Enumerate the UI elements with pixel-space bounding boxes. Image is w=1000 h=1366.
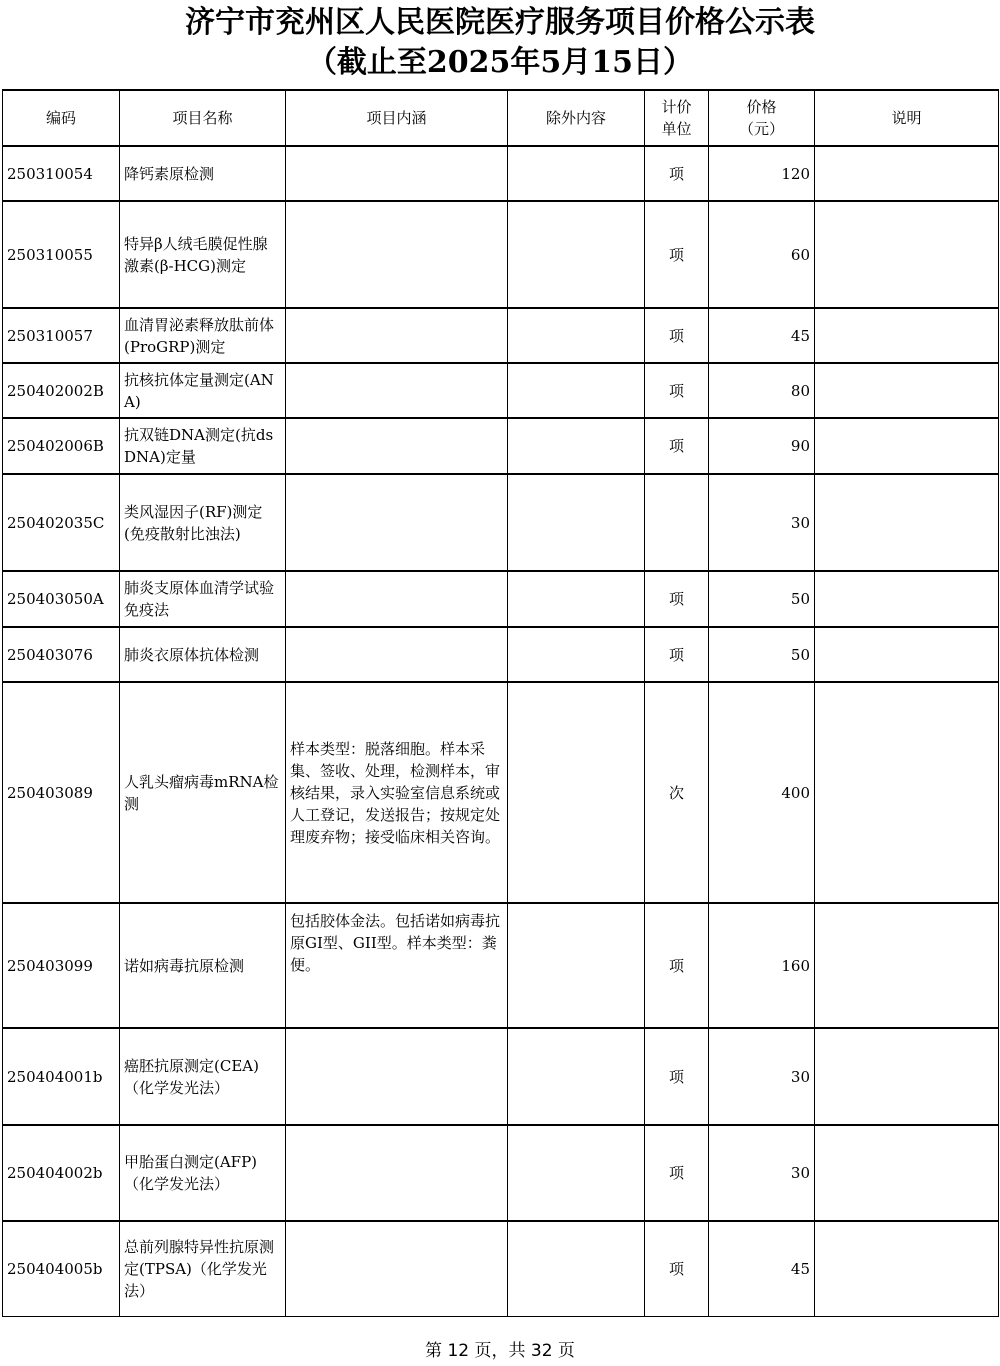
cell-content — [286, 1028, 508, 1125]
cell-code: 250404005b — [3, 1221, 120, 1316]
cell-excluded — [508, 1221, 645, 1316]
table-row — [3, 201, 999, 308]
cell-unit: 项 — [645, 308, 709, 363]
cell-name: 肺炎支原体血清学试验免疫法 — [120, 571, 286, 627]
header-content: 项目内涵 — [286, 90, 508, 146]
table-row — [3, 627, 999, 682]
page-title: 济宁市兖州区人民医院医疗服务项目价格公示表 — [185, 5, 815, 40]
cell-content: 包括胶体金法。包括诺如病毒抗原GI型、GII型。样本类型：粪便。 — [286, 903, 508, 1028]
cell-name: 抗核抗体定量测定(ANA) — [120, 363, 286, 418]
cell-content — [286, 1221, 508, 1316]
cell-excluded — [508, 418, 645, 474]
cell-price: 50 — [709, 627, 815, 682]
cell-note — [815, 627, 999, 682]
cell-name: 降钙素原检测 — [120, 146, 286, 201]
cell-unit: 项 — [645, 201, 709, 308]
cell-price: 45 — [709, 1221, 815, 1316]
cell-excluded — [508, 201, 645, 308]
cell-code: 250310057 — [3, 308, 120, 363]
cell-content — [286, 627, 508, 682]
cell-unit: 项 — [645, 1125, 709, 1221]
cell-unit: 项 — [645, 627, 709, 682]
page-subtitle-date: （截止至2025年5月15日） — [306, 45, 694, 80]
table-row — [3, 1221, 999, 1316]
cell-code: 250402006B — [3, 418, 120, 474]
cell-unit: 项 — [645, 1028, 709, 1125]
cell-price: 30 — [709, 1028, 815, 1125]
table-row — [3, 1028, 999, 1125]
cell-note — [815, 474, 999, 571]
header-unit: 计价单位 — [645, 90, 709, 146]
cell-code: 250310054 — [3, 146, 120, 201]
header-name: 项目名称 — [120, 90, 286, 146]
table-row — [3, 1125, 999, 1221]
cell-price: 30 — [709, 474, 815, 571]
cell-content: 样本类型：脱落细胞。样本采集、签收、处理，检测样本，审核结果，录入实验室信息系统或人工登记，发送报告；按规定处理废弃物；接受临床相关咨询。 — [286, 682, 508, 903]
cell-unit: 项 — [645, 146, 709, 201]
cell-note — [815, 1221, 999, 1316]
cell-content — [286, 418, 508, 474]
cell-content — [286, 363, 508, 418]
cell-excluded — [508, 627, 645, 682]
cell-name: 人乳头瘤病毒mRNA检测 — [120, 682, 286, 903]
page-number-footer: 第 12 页，共 32 页 — [425, 1341, 575, 1361]
header-code: 编码 — [3, 90, 120, 146]
cell-price: 120 — [709, 146, 815, 201]
cell-code: 250404001b — [3, 1028, 120, 1125]
cell-price: 60 — [709, 201, 815, 308]
cell-unit: 项 — [645, 418, 709, 474]
table-row — [3, 363, 999, 418]
header-price: 价格（元） — [709, 90, 815, 146]
cell-name: 甲胎蛋白测定(AFP)（化学发光法） — [120, 1125, 286, 1221]
cell-price: 160 — [709, 903, 815, 1028]
table-row — [3, 474, 999, 571]
cell-content — [286, 1125, 508, 1221]
cell-code: 250310055 — [3, 201, 120, 308]
cell-unit — [645, 474, 709, 571]
cell-excluded — [508, 146, 645, 201]
cell-excluded — [508, 1125, 645, 1221]
cell-content — [286, 571, 508, 627]
cell-note — [815, 308, 999, 363]
price-table — [2, 89, 999, 1317]
cell-note — [815, 1028, 999, 1125]
cell-note — [815, 146, 999, 201]
cell-name: 癌胚抗原测定(CEA)（化学发光法） — [120, 1028, 286, 1125]
cell-name: 诺如病毒抗原检测 — [120, 903, 286, 1028]
table-row — [3, 308, 999, 363]
cell-unit: 项 — [645, 1221, 709, 1316]
cell-content — [286, 201, 508, 308]
header-note: 说明 — [815, 90, 999, 146]
cell-note — [815, 571, 999, 627]
cell-price: 30 — [709, 1125, 815, 1221]
cell-price: 80 — [709, 363, 815, 418]
table-row — [3, 146, 999, 201]
cell-note — [815, 1125, 999, 1221]
cell-excluded — [508, 571, 645, 627]
cell-name: 总前列腺特异性抗原测定(TPSA)（化学发光法） — [120, 1221, 286, 1316]
cell-code: 250403099 — [3, 903, 120, 1028]
cell-excluded — [508, 474, 645, 571]
cell-note — [815, 682, 999, 903]
cell-content — [286, 146, 508, 201]
cell-code: 250402035C — [3, 474, 120, 571]
cell-excluded — [508, 1028, 645, 1125]
cell-excluded — [508, 682, 645, 903]
table-row — [3, 571, 999, 627]
cell-name: 特异β人绒毛膜促性腺激素(β-HCG)测定 — [120, 201, 286, 308]
cell-unit: 项 — [645, 903, 709, 1028]
cell-name: 血清胃泌素释放肽前体(ProGRP)测定 — [120, 308, 286, 363]
table-row — [3, 682, 999, 903]
cell-name: 类风湿因子(RF)测定(免疫散射比浊法) — [120, 474, 286, 571]
cell-excluded — [508, 903, 645, 1028]
cell-price: 90 — [709, 418, 815, 474]
cell-code: 250404002b — [3, 1125, 120, 1221]
cell-price: 400 — [709, 682, 815, 903]
cell-unit: 项 — [645, 571, 709, 627]
cell-note — [815, 363, 999, 418]
cell-note — [815, 201, 999, 308]
cell-excluded — [508, 363, 645, 418]
cell-content — [286, 308, 508, 363]
table-header-row — [3, 90, 999, 146]
table-row — [3, 418, 999, 474]
cell-price: 50 — [709, 571, 815, 627]
cell-name: 肺炎衣原体抗体检测 — [120, 627, 286, 682]
cell-note — [815, 903, 999, 1028]
cell-unit: 项 — [645, 363, 709, 418]
cell-price: 45 — [709, 308, 815, 363]
cell-code: 250403050A — [3, 571, 120, 627]
cell-code: 250403076 — [3, 627, 120, 682]
table-row — [3, 903, 999, 1028]
header-excluded: 除外内容 — [508, 90, 645, 146]
cell-note — [815, 418, 999, 474]
cell-content — [286, 474, 508, 571]
cell-code: 250403089 — [3, 682, 120, 903]
cell-unit: 次 — [645, 682, 709, 903]
cell-excluded — [508, 308, 645, 363]
cell-code: 250402002B — [3, 363, 120, 418]
cell-name: 抗双链DNA测定(抗dsDNA)定量 — [120, 418, 286, 474]
